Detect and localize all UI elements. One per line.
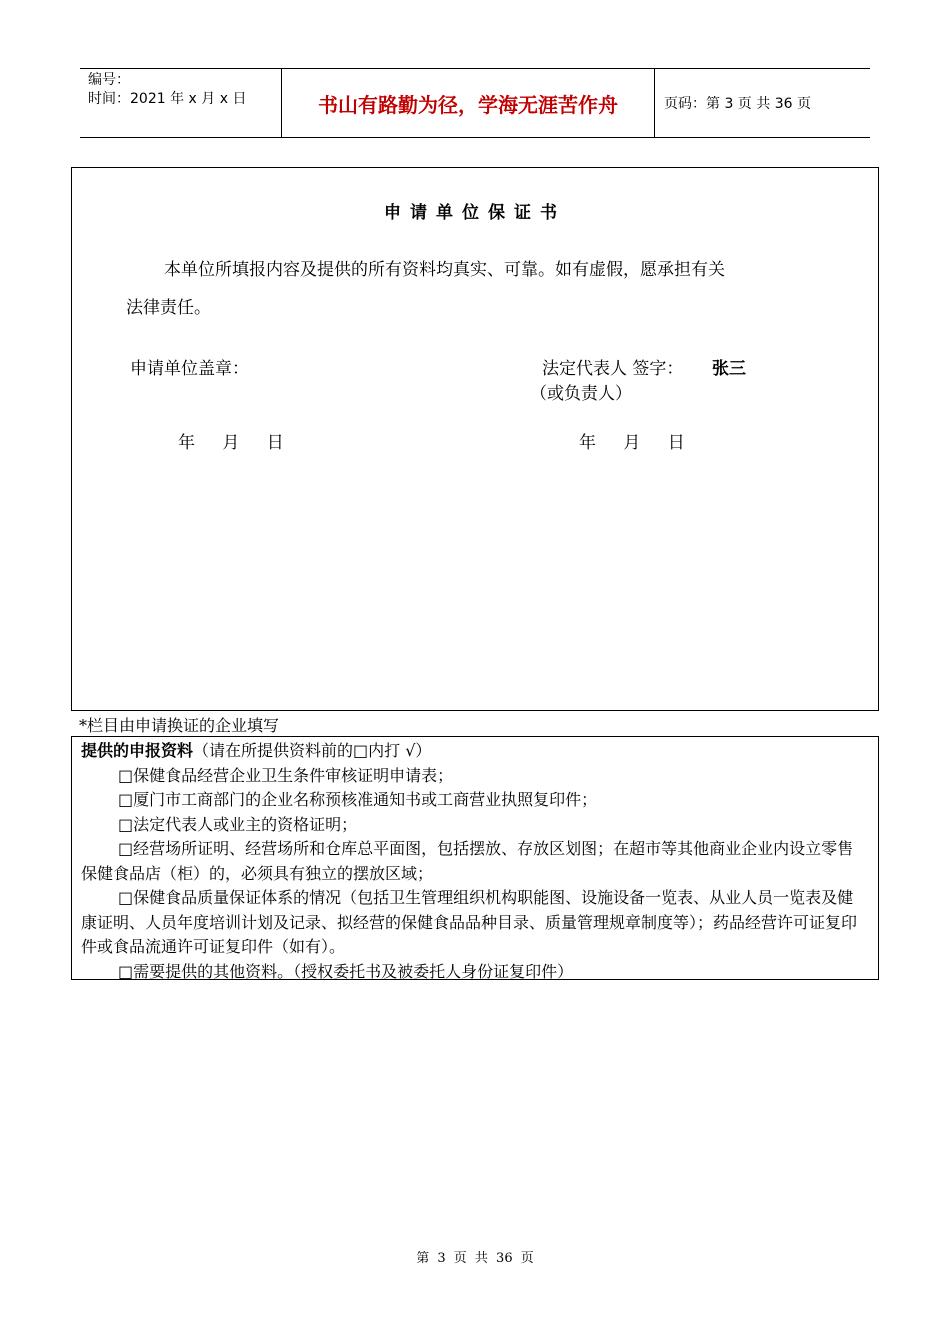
- guarantee-title: 申请单位保证书: [384, 203, 566, 223]
- header-motto: 书山有路勤为径，学海无涯苦作舟: [281, 69, 655, 137]
- seal-label: 申请单位盖章：: [130, 359, 249, 379]
- guarantee-body-line1: 本单位所填报内容及提供的所有资料均真实、可靠。如有虚假，愿承担有关: [164, 260, 725, 280]
- number-label: 编号：: [88, 72, 130, 88]
- materials-heading: [81, 739, 869, 764]
- page-header: [80, 68, 870, 138]
- material-item: □保健食品质量保证体系的情况（包括卫生管理组织机构职能图、设施设备一览表、从业人员一览表及健康证明、人员年度培训计划及记录、拟经营的保健食品品种目录、质量管理规章制度等）；药品经营许可证复印件或食品流通许可证复印件（如有）。: [81, 888, 858, 956]
- form-note: *栏目由申请换证的企业填写: [79, 716, 280, 735]
- material-item: □保健食品经营企业卫生条件审核证明申请表；: [118, 765, 454, 785]
- materials-heading-bold: 提供的申报资料: [81, 741, 194, 760]
- guarantee-body-line2: 法律责任。: [126, 298, 211, 318]
- material-item: □法定代表人或业主的资格证明；: [118, 814, 358, 834]
- time-label: 时间：2021 年 x 月 x 日: [88, 91, 247, 107]
- materials-box: [71, 736, 879, 980]
- signature-date: 年 月 日: [579, 433, 685, 453]
- header-page-label: 页码：第 3 页 共 36 页: [664, 96, 811, 112]
- guarantee-box: [71, 167, 879, 711]
- material-item: □需要提供的其他资料。（授权委托书及被委托人身份证复印件）: [118, 961, 574, 981]
- material-item: □厦门市工商部门的企业名称预核准通知书或工商营业执照复印件；: [118, 790, 598, 809]
- material-item: □经营场所证明、经营场所和仓库总平面图，包括摆放、存放区划图；在超市等其他商业企业内设立零售保健食品店（柜）的，必须具有独立的摆放区域；: [81, 839, 854, 883]
- header-left-cell: [80, 69, 280, 137]
- seal-date: 年 月 日: [178, 433, 284, 453]
- legal-rep-signature: 张三: [712, 359, 746, 379]
- legal-rep-label: 法定代表人 签字：: [542, 359, 684, 379]
- legal-rep-sub-label: （或负责人）: [530, 384, 632, 404]
- page-footer: 第 3 页 共 36 页: [416, 1251, 534, 1266]
- materials-heading-note: （请在所提供资料前的□内打 √）: [193, 741, 432, 760]
